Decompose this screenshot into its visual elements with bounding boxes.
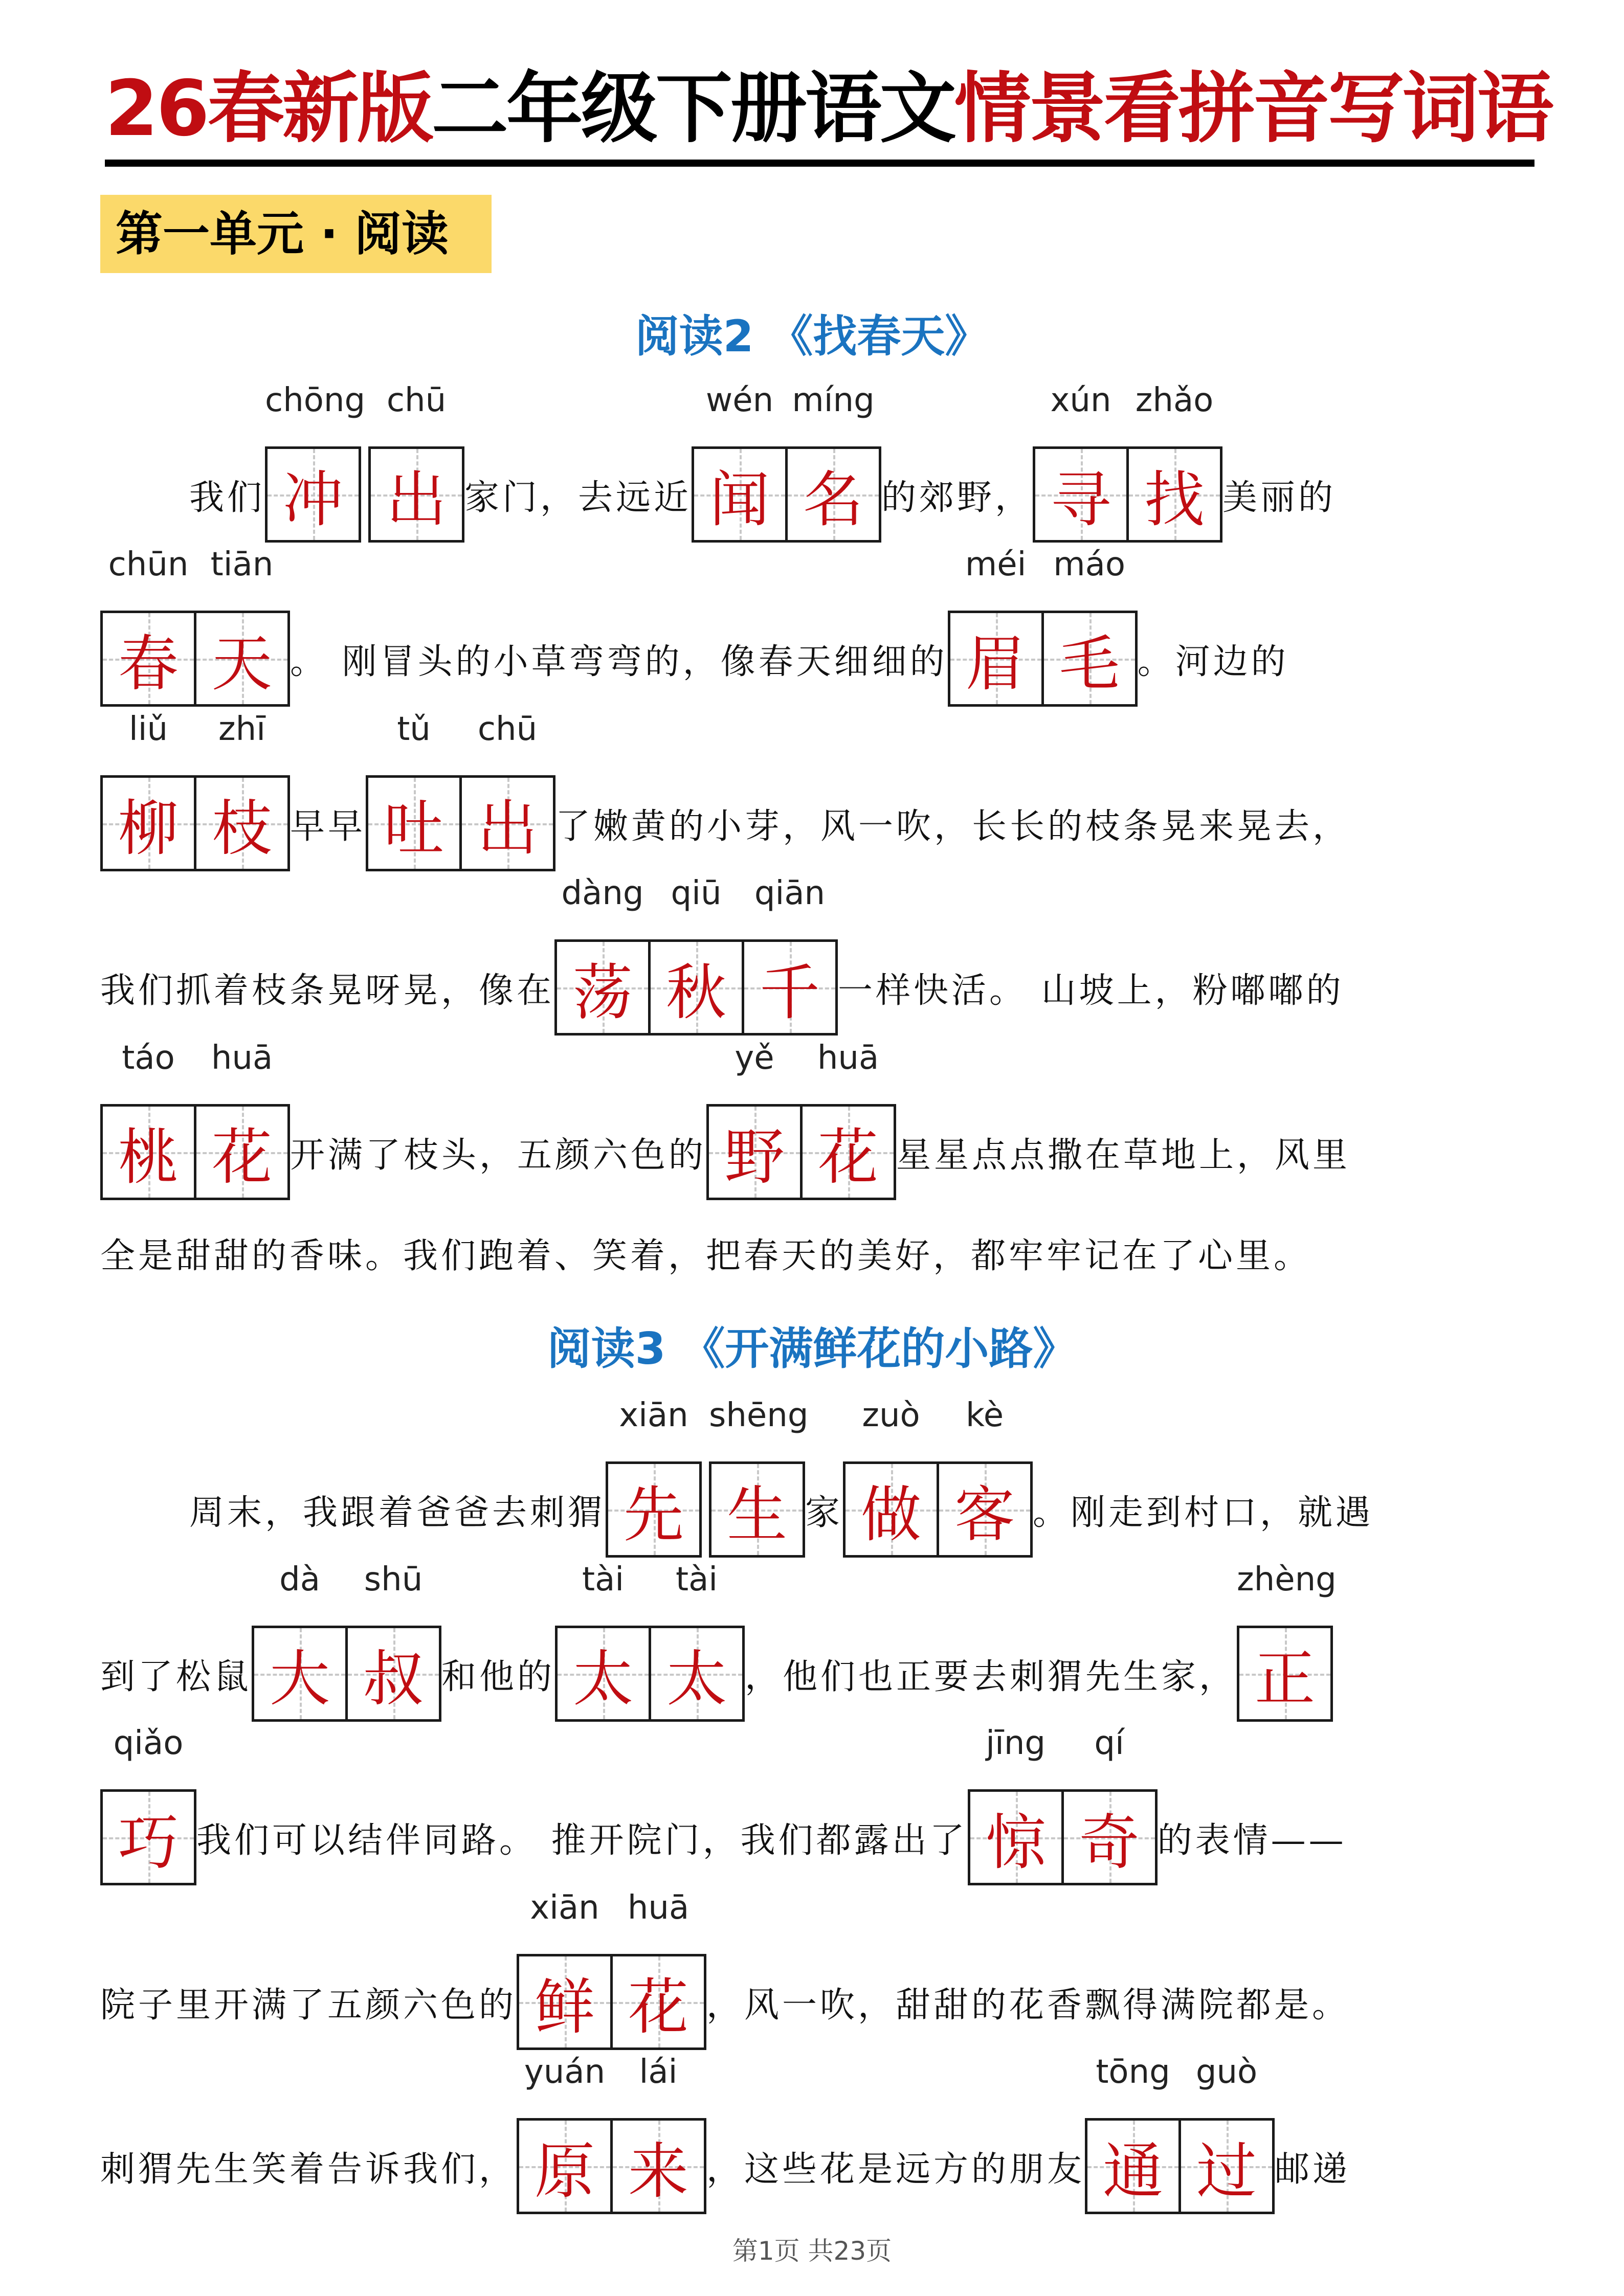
char-box[interactable] — [517, 2053, 613, 2214]
answer-char: 千 — [760, 957, 820, 1028]
answer-char: 枝 — [211, 793, 272, 864]
char-box[interactable] — [368, 381, 464, 543]
reading3-line-4 — [100, 1889, 1350, 2051]
reading3-line-5 — [100, 2053, 1351, 2215]
answer-char: 生 — [727, 1479, 788, 1550]
pinyin: shēng — [709, 1397, 809, 1434]
answer-char: 出 — [477, 793, 538, 864]
pinyin: huā — [211, 1039, 273, 1077]
pinyin: tiān — [210, 546, 274, 583]
page-title — [105, 60, 1552, 157]
title-edition: 26春新版 — [105, 64, 432, 153]
word-box-group[interactable] — [948, 546, 1138, 707]
answer-char: 出 — [386, 464, 447, 535]
pinyin: yě — [735, 1039, 774, 1077]
answer-char: 闻 — [709, 464, 770, 535]
word-box-group[interactable] — [252, 1561, 441, 1722]
char-box[interactable] — [1033, 381, 1129, 543]
answer-char: 春 — [118, 628, 179, 699]
answer-char: 吐 — [384, 793, 444, 864]
pinyin: qiān — [754, 874, 826, 912]
pinyin: zhǎo — [1135, 381, 1214, 419]
pinyin: míng — [792, 381, 875, 419]
reading2-closing — [100, 1204, 1311, 1301]
answer-char: 荡 — [572, 957, 633, 1028]
text-segment: 一样快活。 山坡上，粉嘟嘟的 — [838, 971, 1344, 1011]
pinyin: qí — [1094, 1724, 1124, 1762]
answer-char: 柳 — [118, 793, 179, 864]
answer-char: 天 — [211, 628, 272, 699]
word-box-group[interactable] — [366, 710, 555, 871]
char-box[interactable] — [517, 1889, 613, 2050]
word-box-group[interactable] — [554, 874, 838, 1036]
char-box[interactable] — [785, 381, 881, 543]
char-box[interactable] — [265, 381, 366, 543]
text-segment: 。刚走到村口，就遇 — [1033, 1493, 1374, 1533]
text-segment: 开满了枝头，五颜六色的 — [290, 1135, 707, 1176]
title-grade: 二年级下册语文 — [431, 64, 954, 153]
text-segment: 星星点点撒在草地上，风里 — [896, 1135, 1351, 1176]
answer-char: 毛 — [1059, 628, 1120, 699]
text-segment: 我们抓着枝条晃呀晃，像在 — [100, 971, 555, 1011]
char-box[interactable] — [968, 1724, 1064, 1885]
text-segment: 。河边的 — [1137, 642, 1289, 682]
word-box-group[interactable] — [100, 546, 290, 707]
pinyin: shū — [364, 1561, 423, 1599]
text-segment: 邮递 — [1275, 2149, 1351, 2190]
text-segment: 的表情—— — [1157, 1820, 1347, 1861]
reading3-line-2 — [100, 1561, 1337, 1722]
pinyin: chūn — [108, 546, 189, 583]
answer-char: 通 — [1103, 2136, 1164, 2207]
reading3-heading: 阅读3 《开满鲜花的小路》 — [547, 1323, 1077, 1375]
char-box[interactable] — [100, 546, 196, 707]
word-box-group[interactable] — [1237, 1561, 1337, 1722]
text-segment: 和他的 — [441, 1657, 555, 1697]
char-box[interactable] — [648, 874, 744, 1036]
char-box[interactable] — [100, 710, 196, 871]
text-segment: 周末，我跟着爸爸去刺猬 — [189, 1493, 606, 1533]
char-box[interactable] — [610, 2053, 706, 2214]
word-box-group[interactable] — [265, 381, 464, 543]
word-box-group[interactable] — [606, 1397, 809, 1558]
text-segment: 到了松鼠 — [100, 1657, 252, 1697]
char-box[interactable] — [706, 1039, 803, 1200]
char-box[interactable] — [742, 874, 838, 1036]
pinyin: chū — [386, 381, 447, 419]
word-box-group[interactable] — [1085, 2053, 1275, 2214]
answer-char: 眉 — [965, 628, 1026, 699]
answer-char: 花 — [211, 1122, 272, 1192]
text-segment: 的郊野， — [881, 478, 1033, 518]
unit-tag: 第一单元 · 阅读 — [100, 195, 492, 273]
pinyin: xiān — [530, 1889, 599, 1927]
answer-char: 先 — [624, 1479, 684, 1550]
char-box[interactable] — [1178, 2053, 1275, 2214]
word-box-group[interactable] — [692, 381, 881, 543]
answer-char: 秋 — [666, 957, 727, 1028]
answer-char: 太 — [573, 1644, 634, 1714]
answer-char: 大 — [270, 1644, 330, 1714]
reading3-line-1 — [189, 1397, 1374, 1558]
answer-char: 花 — [628, 1972, 689, 2042]
pinyin: tǔ — [397, 710, 431, 748]
pinyin: yuán — [524, 2053, 606, 2091]
answer-char: 鲜 — [535, 1972, 595, 2042]
reading2-line-1 — [189, 381, 1337, 543]
char-box[interactable] — [345, 1561, 441, 1722]
title-topic: 情景看拼音写词语 — [954, 64, 1552, 153]
text-segment: 刺猬先生笑着告诉我们， — [100, 2149, 517, 2190]
pinyin: tài — [582, 1561, 625, 1599]
char-box[interactable] — [554, 874, 651, 1036]
char-box[interactable] — [100, 1724, 196, 1885]
pinyin: wén — [705, 381, 774, 419]
reading2-line-4 — [100, 874, 1344, 1036]
answer-char: 原 — [535, 2136, 595, 2207]
pinyin: dàng — [561, 874, 644, 912]
reading2-heading: 阅读2 《找春天》 — [635, 311, 989, 362]
pinyin: máo — [1053, 546, 1125, 583]
char-box[interactable] — [610, 1889, 706, 2050]
word-box-group[interactable] — [555, 1561, 745, 1722]
reading2-line-3 — [100, 710, 1351, 872]
char-box[interactable] — [194, 546, 290, 707]
answer-char: 找 — [1144, 464, 1205, 535]
pinyin: kè — [965, 1397, 1004, 1434]
title-divider — [105, 160, 1534, 167]
answer-char: 野 — [724, 1122, 785, 1192]
char-box[interactable] — [800, 1039, 896, 1200]
pinyin: huā — [817, 1039, 879, 1077]
word-box-group[interactable] — [100, 1724, 196, 1885]
text-segment: 全是甜甜的香味。我们跑着、笑着，把春天的美好，都牢牢记在了心里。 — [100, 1236, 1312, 1276]
page-number: 第1页 共23页 — [732, 2236, 892, 2266]
word-box-group[interactable] — [706, 1039, 896, 1200]
text-segment: 了嫩黄的小芽，风一吹，长长的枝条晃来晃去， — [555, 806, 1351, 847]
word-box-group[interactable] — [843, 1397, 1033, 1558]
text-segment: 早早 — [290, 806, 366, 847]
char-box[interactable] — [366, 710, 462, 871]
word-box-group[interactable] — [968, 1724, 1158, 1885]
pinyin: xiān — [619, 1397, 688, 1434]
char-box[interactable] — [1085, 2053, 1181, 2214]
pinyin: qiū — [671, 874, 722, 912]
char-box[interactable] — [937, 1397, 1033, 1558]
word-box-group[interactable] — [1033, 381, 1222, 543]
text-segment: ，他们也正要去刺猬先生家， — [745, 1657, 1237, 1697]
text-segment: 家 — [805, 1493, 843, 1533]
text-segment: 院子里开满了五颜六色的 — [100, 1985, 517, 2025]
char-box[interactable] — [252, 1561, 348, 1722]
word-box-group[interactable] — [517, 2053, 706, 2214]
answer-char: 花 — [818, 1122, 879, 1192]
char-box[interactable] — [692, 381, 788, 543]
char-box[interactable] — [555, 1561, 651, 1722]
answer-char: 做 — [861, 1479, 922, 1550]
answer-char: 客 — [954, 1479, 1015, 1550]
char-box[interactable] — [459, 710, 555, 871]
pinyin: huā — [627, 1889, 689, 1927]
reading2-line-2 — [100, 546, 1289, 707]
pinyin: tài — [675, 1561, 718, 1599]
pinyin: chōng — [265, 381, 366, 419]
answer-char: 来 — [628, 2136, 689, 2207]
answer-char: 冲 — [283, 464, 344, 535]
char-box[interactable] — [1237, 1561, 1337, 1722]
answer-char: 桃 — [118, 1122, 179, 1192]
pinyin: jīng — [986, 1724, 1045, 1762]
pinyin: guò — [1195, 2053, 1258, 2091]
word-box-group[interactable] — [517, 1889, 706, 2050]
text-segment: 家门，去远近 — [464, 478, 692, 518]
pinyin: tōng — [1096, 2053, 1170, 2091]
answer-char: 寻 — [1051, 464, 1111, 535]
answer-char: 叔 — [363, 1644, 424, 1714]
char-box[interactable] — [194, 710, 290, 871]
char-box[interactable] — [1041, 546, 1138, 707]
answer-char: 正 — [1255, 1644, 1316, 1714]
text-segment: 美丽的 — [1222, 478, 1337, 518]
char-box[interactable] — [1061, 1724, 1158, 1885]
char-box[interactable] — [843, 1397, 939, 1558]
pinyin: zuò — [862, 1397, 920, 1434]
answer-char: 过 — [1196, 2136, 1257, 2207]
text-segment: 我们可以结伴同路。 推开院门，我们都露出了 — [196, 1820, 968, 1861]
char-box[interactable] — [709, 1397, 809, 1558]
pinyin: qiǎo — [113, 1724, 184, 1762]
char-box[interactable] — [606, 1397, 702, 1558]
char-box[interactable] — [194, 1039, 290, 1200]
pinyin: liǔ — [128, 710, 168, 748]
pinyin: méi — [965, 546, 1027, 583]
text-segment: ，这些花是远方的朋友 — [706, 2149, 1085, 2190]
pinyin: lái — [639, 2053, 678, 2091]
reading3-line-3 — [100, 1724, 1347, 1886]
reading2-line-5 — [100, 1039, 1351, 1201]
text-segment: 我们 — [189, 478, 265, 518]
answer-char: 惊 — [985, 1807, 1046, 1878]
char-box[interactable] — [1126, 381, 1222, 543]
answer-char: 太 — [666, 1644, 727, 1714]
char-box[interactable] — [649, 1561, 745, 1722]
pinyin: zhèng — [1237, 1561, 1337, 1599]
word-box-group[interactable] — [100, 710, 290, 871]
answer-char: 名 — [803, 464, 864, 535]
char-box[interactable] — [100, 1039, 196, 1200]
text-segment: 。 刚冒头的小草弯弯的，像春天细细的 — [290, 642, 948, 682]
char-box[interactable] — [948, 546, 1044, 707]
pinyin: xún — [1050, 381, 1111, 419]
answer-char: 巧 — [118, 1807, 179, 1878]
pinyin: chū — [477, 710, 538, 748]
text-segment: ，风一吹，甜甜的花香飘得满院都是。 — [706, 1985, 1350, 2025]
pinyin: dà — [279, 1561, 320, 1599]
pinyin: zhī — [218, 710, 265, 748]
answer-char: 奇 — [1079, 1807, 1140, 1878]
pinyin: táo — [122, 1039, 175, 1077]
word-box-group[interactable] — [100, 1039, 290, 1200]
